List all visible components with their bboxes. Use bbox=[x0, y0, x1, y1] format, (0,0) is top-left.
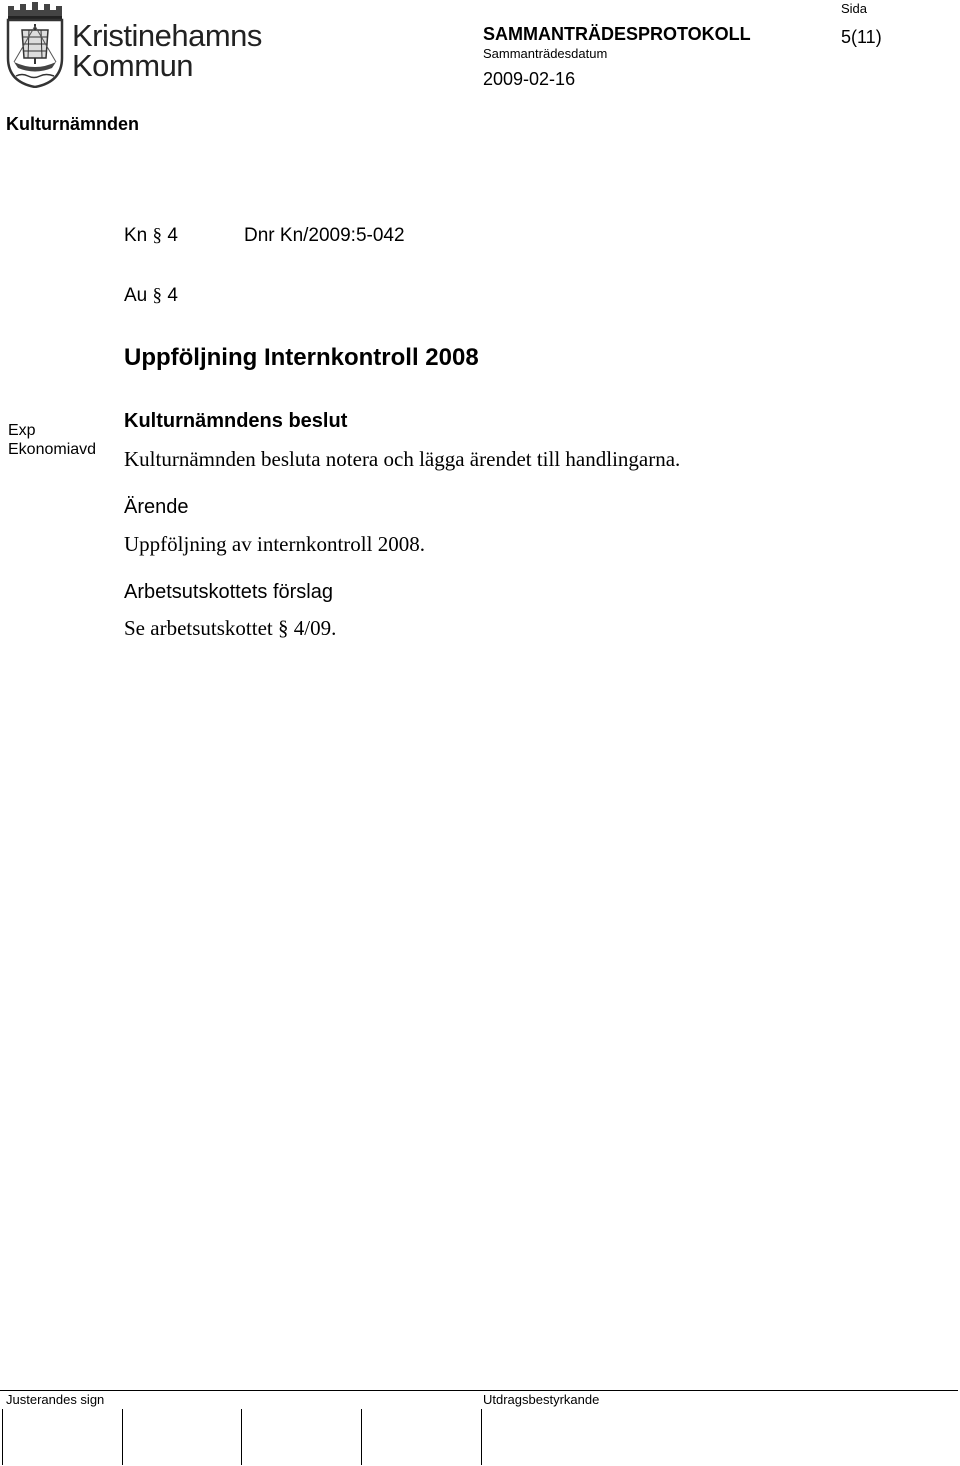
au-reference bbox=[124, 285, 178, 307]
matter-text: Uppföljning av internkontroll 2008. bbox=[124, 532, 425, 556]
decision-text: Kulturnämnden besluta notera och lägga ärendet till handlingarna. bbox=[124, 447, 681, 471]
signature-box-divider bbox=[2, 1409, 3, 1465]
section-symbol: § bbox=[277, 616, 289, 640]
committee-name: Kulturnämnden bbox=[6, 114, 139, 134]
au-prefix: Au bbox=[124, 285, 148, 306]
matter-heading: Ärende bbox=[124, 496, 189, 518]
proposal-text-prefix: Se arbetsutskottet bbox=[124, 616, 273, 640]
signature-box-divider bbox=[361, 1409, 362, 1465]
decision-heading: Kulturnämndens beslut bbox=[124, 410, 348, 432]
proposal-text-suffix: 4/09. bbox=[293, 616, 337, 640]
distribution-exp-label: Exp bbox=[8, 422, 36, 439]
section-symbol: § bbox=[152, 285, 163, 306]
diary-number: Dnr Kn/2009:5-042 bbox=[244, 225, 405, 246]
proposal-text bbox=[124, 616, 336, 641]
signature-box-divider bbox=[481, 1409, 482, 1465]
signature-box-divider bbox=[122, 1409, 123, 1465]
logo-name-line1: Kristinehamns bbox=[72, 18, 262, 53]
distribution-department: Ekonomiavd bbox=[8, 441, 97, 458]
footer-divider bbox=[0, 1390, 958, 1391]
signature-box-divider bbox=[241, 1409, 242, 1465]
meeting-date-label: Sammanträdesdatum bbox=[483, 46, 608, 61]
section-symbol: § bbox=[152, 225, 163, 246]
page-label: Sida bbox=[841, 1, 868, 16]
coat-of-arms-icon bbox=[4, 2, 64, 88]
extract-certification-label: Utdragsbestyrkande bbox=[483, 1392, 600, 1407]
kn-reference bbox=[124, 225, 405, 247]
signature-label: Justerandes sign bbox=[6, 1392, 105, 1407]
meeting-date: 2009-02-16 bbox=[483, 69, 576, 89]
page-number: 5(11) bbox=[841, 27, 882, 47]
au-number: 4 bbox=[167, 285, 178, 306]
proposal-heading: Arbetsutskottets förslag bbox=[124, 581, 333, 603]
case-title: Uppföljning Internkontroll 2008 bbox=[124, 344, 479, 371]
kn-number: 4 bbox=[167, 225, 178, 246]
logo-name-line2: Kommun bbox=[72, 48, 194, 83]
kn-prefix: Kn bbox=[124, 225, 148, 246]
document-type: SAMMANTRÄDESPROTOKOLL bbox=[483, 24, 751, 44]
